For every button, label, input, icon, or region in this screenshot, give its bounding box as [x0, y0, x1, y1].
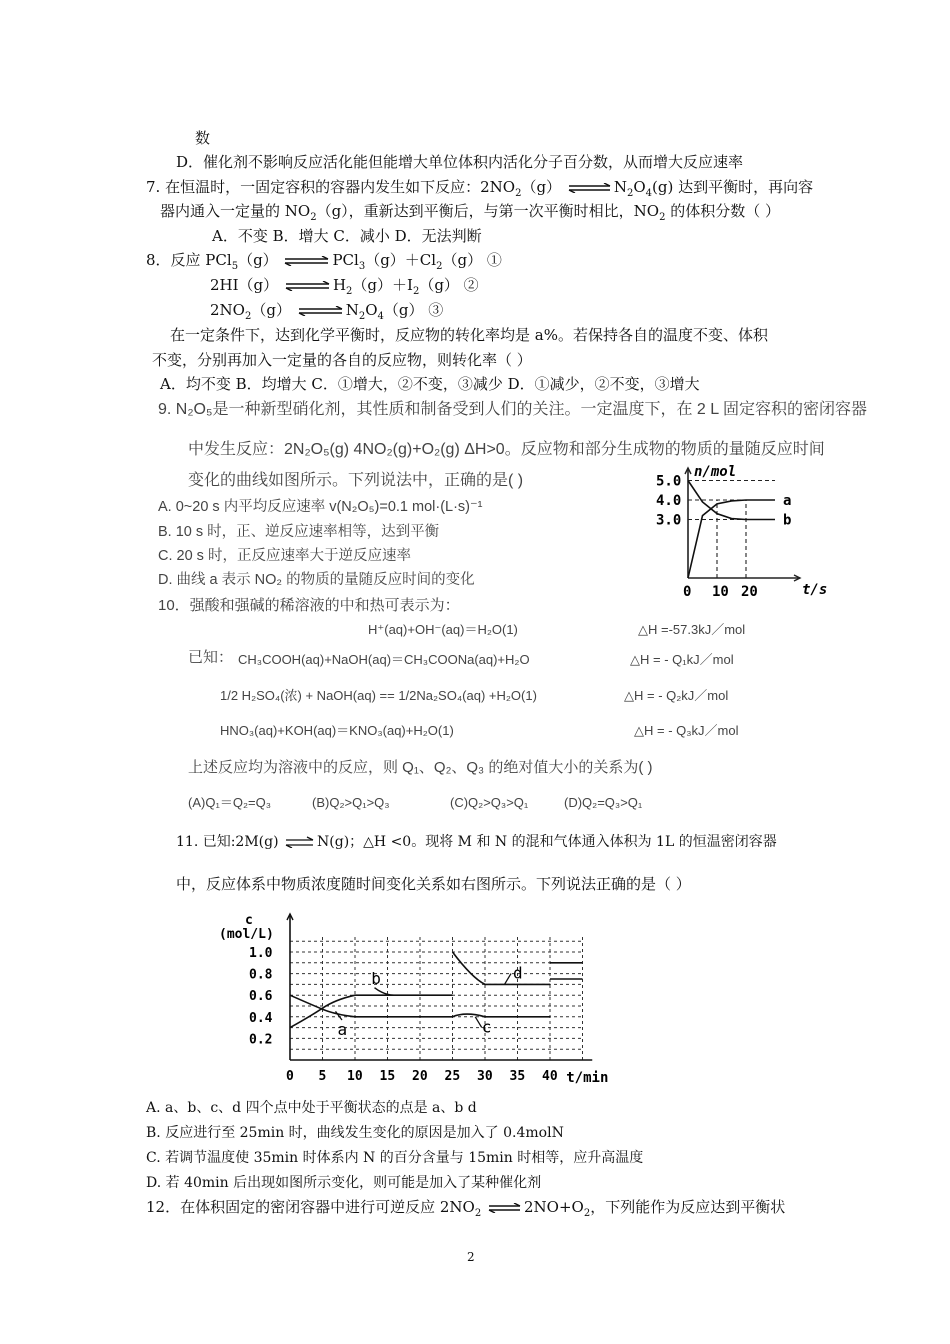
q10-dh0: △H =-57.3kJ／mol: [638, 622, 746, 637]
q8-body1: 在一定条件下，达到化学平衡时，反应物的转化率均是 a%。若保持各自的温度不变、体积: [170, 326, 768, 344]
x-tick-label: 10: [712, 584, 729, 600]
series-upper-2: [453, 952, 551, 984]
series-upper-1: [290, 995, 453, 1027]
q8-body2: 不变，分别再加入一定量的各自的反应物，则转化率（ ）: [152, 351, 532, 369]
equilibrium-arrow-icon: [298, 306, 344, 316]
q10-dh3: △H = - Q₃kJ／mol: [634, 723, 739, 738]
q10-option-b: (B)Q₂>Q₁>Q₃: [312, 795, 390, 810]
x-tick-label: 35: [509, 1069, 526, 1084]
y-tick-label: 3.0: [656, 512, 682, 529]
series-lower-2: [453, 1014, 551, 1017]
q10-eq0: H⁺(aq)+OH⁻(aq)＝H₂O(1): [368, 622, 518, 637]
equilibrium-arrow-icon: [488, 1203, 522, 1213]
q9-option-c: C. 20 s 时，正反应速率大于逆反应速率: [158, 548, 411, 564]
q11-option-a: A. a、b、c、d 四个点中处于平衡状态的点是 a、b d: [146, 1100, 477, 1116]
series-line-a: [688, 500, 775, 578]
line-shu: 数: [195, 129, 211, 147]
q10-option-d: (D)Q₂=Q₃>Q₁: [564, 795, 643, 810]
x-tick-label: 5: [318, 1069, 327, 1084]
point-label-c: c: [481, 1017, 492, 1037]
q12-line1: 12．在体积固定的密闭容器中进行可逆反应 $2NO_2$ $2NO+O_2$，下列能作为反应达到平衡状: [146, 1198, 786, 1219]
series-label-a: a: [783, 493, 792, 509]
q7-line2: 器内通入一定量的 $NO_2(g)$，重新达到平衡后，与第一次平衡时相比，$NO_2$ 的体积分数（ ）: [160, 202, 781, 223]
y-tick-label: 1.0: [249, 946, 273, 961]
q9-line2: 中发生反应：2N₂O₅(g) 4NO₂(g)+O₂(g) ΔH>0。反应物和部分生成物的物质的量随反应时间: [188, 441, 825, 458]
x-axis-label: t/s: [802, 582, 828, 598]
y-tick-label: 0.6: [249, 989, 273, 1005]
x-tick-label: 10: [347, 1069, 363, 1084]
x-axis-label: t/min: [566, 1070, 609, 1086]
x-tick-label: 30: [477, 1069, 493, 1084]
q7-options: A．不变 B．增大 C．减小 D．无法判断: [212, 227, 482, 245]
equilibrium-arrow-icon: [285, 836, 315, 848]
equilibrium-arrow-icon: [284, 256, 330, 266]
x-tick-label: 20: [412, 1069, 428, 1084]
point-a-pointer: [336, 1011, 343, 1020]
q10-eq3: HNO₃(aq)+KOH(aq)＝KNO₃(aq)+H₂O(1): [220, 723, 454, 738]
q9-line3: 变化的曲线如图所示。下列说法中，正确的是( ): [188, 472, 524, 489]
q8-reaction3: $2NO_2(g)$ $N_2O_4(g)$ ③: [210, 301, 444, 322]
x-tick-label: 0: [286, 1069, 294, 1084]
q11-line1: 11. 已知:2M(g) N(g)；△H <0。现将 M 和 N 的混和气体通入体积为 1L 的恒温密闭容器: [176, 834, 777, 850]
page-number: 2: [467, 1250, 475, 1264]
q9-chart: [650, 460, 830, 600]
y-tick-label: 5.0: [656, 473, 682, 490]
equilibrium-arrow-icon: [285, 281, 331, 291]
y-axis-label-c: c: [245, 913, 253, 928]
series-label-b: b: [783, 512, 792, 529]
q10-line1: 10．强酸和强碱的稀溶液的中和热可表示为：: [158, 597, 460, 614]
q10-known: 已知：: [188, 649, 234, 666]
x-tick-label: 40: [542, 1069, 558, 1084]
q8-options: A．均不变 B．均增大 C．①增大，②不变，③减少 D．①减少，②不变，③增大: [160, 375, 700, 393]
point-d-pointer: [505, 974, 512, 985]
q10-dh2: △H = - Q₂kJ／mol: [624, 688, 729, 703]
x-tick-label: 0: [683, 584, 692, 600]
x-tick-label: 25: [444, 1069, 461, 1084]
x-tick-label: 20: [741, 584, 758, 600]
y-axis-label-unit: (mol/L): [219, 927, 274, 942]
q10-question: 上述反应均为溶液中的反应，则 Q₁、Q₂、Q₃ 的绝对值大小的关系为( ): [188, 759, 653, 776]
y-axis-label: n/mol: [694, 464, 737, 480]
q11-option-b: B. 反应进行至 25min 时，曲线发生变化的原因是加入了 0.4molN: [146, 1125, 564, 1141]
y-tick-label: 0.2: [249, 1032, 273, 1048]
q9-option-b: B. 10 s 时，正、逆反应速率相等，达到平衡: [158, 524, 440, 540]
q11-chart: [215, 910, 635, 1095]
series-b-arm: [375, 988, 395, 996]
q9-option-a: A. 0~20 s 内平均反应速率 v(N₂O₅)=0.1 mol·(L·s)⁻¹: [158, 499, 483, 515]
q10-eq2: 1/2 H₂SO₄(浓) + NaOH(aq) == 1/2Na₂SO₄(aq) +H₂O(1): [220, 688, 537, 703]
point-label-d: d: [512, 963, 523, 983]
q9-line1: 9. N₂O₅是一种新型硝化剂，其性质和制备受到人们的关注。一定温度下，在 2 L 固定容积的密闭容器: [158, 401, 867, 418]
equilibrium-arrow-icon: [568, 183, 612, 193]
q7-line1: 7. 在恒温时，一固定容积的容器内发生如下反应：$2NO_2(g)$ $N_2O_4(g)$ 达到平衡时，再向容: [146, 178, 814, 199]
q10-option-c: (C)Q₂>Q₃>Q₁: [450, 795, 529, 810]
y-tick-label: 0.8: [249, 967, 273, 983]
q6-option-d: D．催化剂不影响反应活化能但能增大单位体积内活化分子百分数，从而增大反应速率: [176, 153, 744, 171]
y-tick-label: 0.4: [249, 1010, 273, 1026]
point-label-b: b: [371, 969, 381, 988]
q10-option-a: (A)Q₁＝Q₂=Q₃: [188, 795, 271, 810]
q11-line2: 中，反应体系中物质浓度随时间变化关系如右图所示。下列说法正确的是（ ）: [176, 875, 691, 893]
q8-reaction2: 2HI（g） $H_2(g)+I_2(g)$ ②: [210, 276, 479, 297]
q8-reaction1: 8．反应 PCl$_5$（g） $PCl_3(g)+Cl_2(g)$ ①: [146, 251, 502, 272]
y-tick-label: 4.0: [656, 493, 682, 509]
x-tick-label: 15: [379, 1069, 396, 1084]
q10-eq1: CH₃COOH(aq)+NaOH(aq)＝CH₃COONa(aq)+H₂O: [238, 652, 530, 667]
q9-option-d: D. 曲线 a 表示 NO₂ 的物质的量随反应时间的变化: [158, 572, 475, 588]
q10-dh1: △H = - Q₁kJ／mol: [630, 652, 734, 667]
q11-option-c: C. 若调节温度使 35min 时体系内 N 的百分含量与 15min 时相等，应升高温度: [146, 1150, 644, 1166]
point-label-a: a: [337, 1019, 348, 1039]
q11-option-d: D. 若 40min 后出现如图所示变化，则可能是加入了某种催化剂: [146, 1175, 542, 1191]
